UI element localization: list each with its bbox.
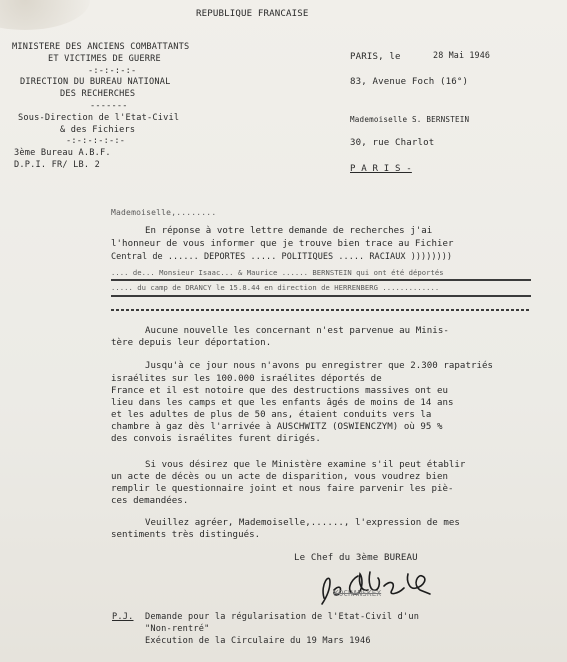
body-line: Aucune nouvelle les concernant n'est parvenue au Minis- [145, 326, 449, 336]
sender-address: 83, Avenue Foch (16°) [350, 77, 469, 87]
enclosure-line-1: Demande pour la régularisation de l'Etat-Civil d'un [145, 612, 420, 622]
body-line: Central de ...... DEPORTES ..... POLITIQUES ..... RACIAUX )))))))) [111, 252, 453, 262]
ministry-line-1: MINISTERE DES ANCIENS COMBATTANTS [12, 42, 190, 52]
body-line: Veuillez agréer, Mademoiselle,......, l'expression de mes [145, 518, 460, 528]
separator: ------- [90, 101, 128, 111]
body-line: Si vous désirez que le Ministère examine s'il peut établir [145, 460, 466, 470]
recipient-street: 30, rue Charlot [350, 138, 435, 148]
body-line: lieu dans les camps et que les enfants âgés de moins de 14 ans [111, 398, 454, 408]
bureau-label: 3ème Bureau A.B.F. [14, 148, 111, 158]
handwritten-signature [300, 560, 450, 614]
ruled-line [111, 295, 531, 297]
dotted-line [111, 309, 531, 311]
recipient-name: Mademoiselle S. BERNSTEIN [350, 115, 470, 124]
separator: -:-:-:-:- [88, 66, 137, 76]
republic-title: REPUBLIQUE FRANCAISE [196, 9, 309, 19]
body-line: ces demandées. [111, 496, 189, 506]
enclosure-label: P.J. [112, 612, 134, 622]
signatory-title: Le Chef du 3ème BUREAU [294, 553, 418, 563]
body-line: .... de... Monsieur Isaac... & Maurice ...... BERNSTEIN qui ont été déportés [111, 268, 444, 277]
body-line: israélites sur les 100.000 israélites déportés de [111, 374, 382, 384]
body-line: Jusqu'à ce jour nous n'avons pu enregistrer que 2.300 rapatriés [145, 361, 494, 371]
stamp-name: KOCHANSKEX [334, 589, 382, 598]
separator: -:-:-:-:-:- [66, 136, 126, 146]
reference-code: D.P.I. FR/ LB. 2 [14, 160, 100, 170]
body-line: chambre à gaz dès l'arrivée à AUSCHWITZ (OSWIENCZYM) où 95 % [111, 422, 443, 432]
subdirection-line-2: & des Fichiers [60, 125, 136, 135]
subdirection-line-1: Sous-Direction de l'Etat-Civil [18, 113, 180, 123]
body-line: des convois israélites furent dirigés. [111, 434, 321, 444]
body-line: l'honneur de vous informer que je trouve bien trace au Fichier [111, 239, 454, 249]
body-line: ..... du camp de DRANCY le 15.8.44 en direction de HERRENBERG ............. [111, 283, 440, 292]
paper-stain [0, 0, 90, 30]
body-line: En réponse à votre lettre demande de recherches j'ai [145, 226, 433, 236]
recipient-city: P A R I S - [350, 164, 412, 174]
enclosure-line-2: "Non-rentré" [145, 624, 210, 634]
body-line: sentiments très distingués. [111, 530, 261, 540]
ruled-line [111, 279, 531, 281]
body-line: France et il est notoire que des destructions massives ont eu [111, 386, 449, 396]
direction-line-1: DIRECTION DU BUREAU NATIONAL [20, 77, 171, 87]
direction-line-2: DES RECHERCHES [60, 89, 136, 99]
city-label: PARIS, le [350, 52, 401, 62]
body-line: un acte de décès ou un acte de disparition, vous voudrez bien [111, 472, 449, 482]
salutation: Mademoiselle,........ [111, 208, 217, 217]
body-line: tère depuis leur déportation. [111, 338, 272, 348]
letter-date: 28 Mai 1946 [433, 50, 491, 60]
ministry-line-2: ET VICTIMES DE GUERRE [48, 54, 161, 64]
body-line: remplir le questionnaire joint et nous faire parvenir les piè- [111, 484, 454, 494]
enclosure-line-3: Exécution de la Circulaire du 19 Mars 1946 [145, 636, 371, 646]
body-line: et les adultes de plus de 50 ans, étaient conduits vers la [111, 410, 432, 420]
